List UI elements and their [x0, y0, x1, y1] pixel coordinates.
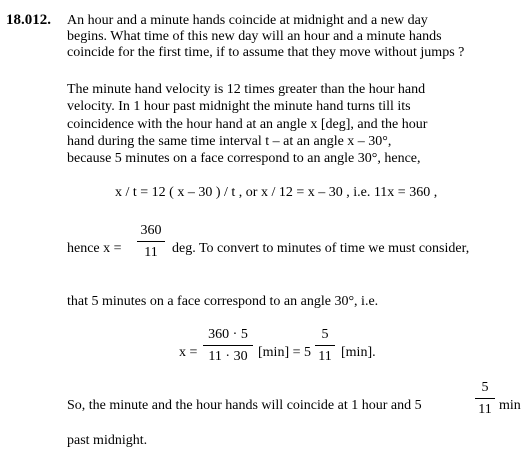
- statement-line-1: An hour and a minute hands coincide at midnight and a new day: [67, 13, 428, 28]
- fraction-numerator: 360: [140, 223, 162, 238]
- fraction-360x5-over-11x30: [203, 326, 253, 365]
- equation-2-end: [min].: [341, 345, 376, 360]
- solution-line-1: The minute hand velocity is 12 times greater than the hour hand: [67, 82, 426, 97]
- solution-line-4: hand during the same time interval t – at an angle x – 30°,: [67, 134, 392, 149]
- fraction-bar: [137, 241, 165, 242]
- fraction-denominator: 11: [144, 245, 158, 260]
- equation-2-mid: [min] = 5: [258, 345, 311, 360]
- fraction-5-over-11-conclusion: [475, 379, 495, 418]
- line-that: that 5 minutes on a face correspond to an angle 30°, i.e.: [67, 294, 379, 309]
- solution-line-2: velocity. In 1 hour past midnight the minute hand turns till its: [67, 99, 411, 114]
- fraction-numerator: 5: [481, 380, 489, 395]
- hence-suffix: deg. To convert to minutes of time we must consider,: [172, 241, 470, 256]
- fraction-denominator: 11: [478, 402, 492, 417]
- fraction-numerator: 5: [321, 327, 329, 342]
- conclusion: So, the minute and the hour hands will coincide at 1 hour and 5: [67, 398, 422, 413]
- fraction-bar: [203, 345, 253, 346]
- conclusion-unit: min: [499, 398, 521, 413]
- fraction-5-over-11: [315, 326, 335, 365]
- fraction-denominator: 11: [318, 349, 332, 364]
- fraction-360-over-11: [137, 222, 165, 261]
- fraction-bar: [315, 345, 335, 346]
- solution-line-3: coincidence with the hour hand at an angle x [deg], and the hour: [67, 117, 428, 132]
- conclusion-end: past midnight.: [67, 433, 148, 448]
- statement-line-3: coincide for the first time, if to assume that they move without jumps ?: [67, 45, 465, 60]
- fraction-bar: [475, 398, 495, 399]
- fraction-numerator: 360 · 5: [208, 327, 248, 342]
- solution-line-5: because 5 minutes on a face correspond to an angle 30°, hence,: [67, 151, 421, 166]
- equation-2-lhs: x =: [179, 345, 198, 360]
- problem-number: 18.012.: [6, 12, 51, 28]
- statement-line-2: begins. What time of this new day will an hour and a minute hands: [67, 29, 442, 44]
- equation-1: x / t = 12 ( x – 30 ) / t , or x / 12 = x – 30 , i.e. 11x = 360 ,: [115, 185, 438, 200]
- fraction-denominator: 11 · 30: [208, 349, 248, 364]
- hence-prefix: hence x =: [67, 241, 122, 256]
